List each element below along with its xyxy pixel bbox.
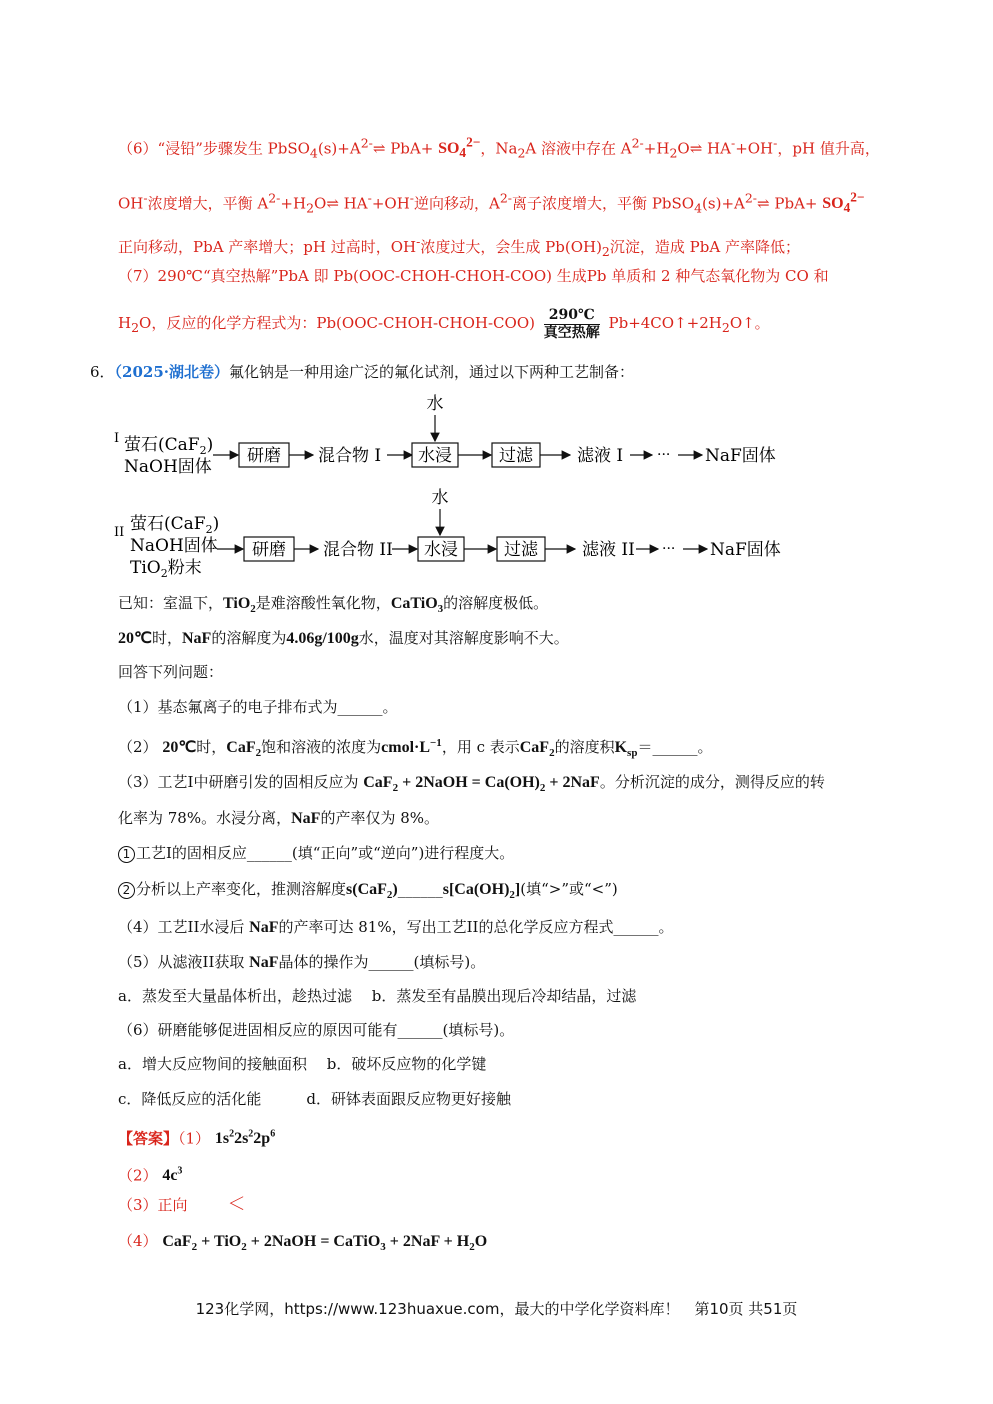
flow1-filtrate: 滤液 I (577, 446, 624, 466)
subq-5-options: a．蒸发至大量晶体析出，趁热过滤 b．蒸发至有晶膜出现后冷却结晶，过滤 (118, 987, 637, 1005)
answer-1: 【答案】（1） $1s^22s^22p^6$ (118, 1129, 276, 1148)
question-6-header: 6．（2025·湖北卷）氟化钠是一种用途广泛的氟化试剂，通过以下两种工艺制备： (90, 363, 635, 381)
subq-6-options-1: a．增大反应物间的接触面积 b．破坏反应物的化学键 (118, 1055, 487, 1073)
answer-2: （2） $4c^3$ (118, 1166, 183, 1185)
flow2-input1: 萤石(CaF$_2$) (130, 514, 220, 536)
flow1-input2: NaOH固体 (124, 457, 212, 477)
subq-3-part2: 2 分析以上产率变化，推测溶解度$s(CaF_2)\_\_\_\_\_\_s[Ca(OH)_2]$(填“>”或“<”) (118, 879, 618, 905)
flow2-product: NaF固体 (710, 540, 781, 560)
svg-text:···: ··· (662, 541, 676, 557)
subq-6-options-2: c．降低反应的活化能 d．研钵表面跟反应物更好接触 (118, 1090, 512, 1108)
page-footer: 123化学网，https://www.123huaxue.com，最大的中学化学资料库！ 第10页 共51页 (195, 1300, 798, 1318)
flow1-mixture: 混合物 I (318, 446, 382, 466)
reaction-condition: $\frac{290℃}{\text{真空热解}}$ (543, 306, 600, 341)
svg-text:研磨: 研磨 (247, 446, 281, 466)
flow2-mixture: 混合物 II (323, 540, 393, 560)
known-line1: 已知：室温下，TiO$_2$是难溶酸性氧化物，CaTiO$_3$的溶解度极低。 (118, 594, 549, 615)
answer-4: （4） CaF$_2$ + TiO$_2$ + 2NaOH = CaTiO$_3$ + $2NaF + H_2O$ (118, 1232, 488, 1254)
flow2-water: 水 (431, 488, 449, 508)
p6-line2: OH-浓度增大，平衡 $A^{2-}+H_2O\rightleftharpoons$ HA-+OH-逆向移动，$A^{2-}$离子浓度增大，平衡 $PbSO_4(s)+A^{2-}\rightleftharpoons$ $PbA+ SO_4^{2-}$ (118, 190, 865, 216)
subq-3-part1: 1 工艺I的固相反应______(填“正向”或“逆向”)进行程度大。 (118, 843, 514, 863)
circled-number: 2 (118, 882, 135, 899)
subq-1: （1）基态氟离子的电子排布式为______。 (118, 698, 398, 716)
subq-6: （6）研磨能够促进固相反应的原因可能有______(填标号)。 (118, 1021, 515, 1039)
answer-prompt: 回答下列问题： (118, 663, 224, 681)
p6-line1: （6）“浸铅”步骤发生 $PbSO_4(s)+A^{2-}\rightleftharpoons$ $PbA+ SO_4^{2-}$，$Na_2A$ 溶液中存在 $A^{2-}+H_2O\rightleftharpoons$ HA-+OH-，pH 值升高， (118, 135, 880, 161)
subq-2: （2） 20℃时，CaF$_2$饱和溶液的浓度为$cmol\cdot L^{-1}$，用 c 表示CaF$_2$的溶度积$K_{sp}=\_\_\_\_\_\_$。 (118, 737, 713, 759)
flow1-roman: I (114, 431, 120, 446)
flow2-input3: TiO$_2$粉末 (130, 558, 202, 580)
svg-text:过滤: 过滤 (504, 540, 538, 560)
answer-3: （3）正向 ＜ (118, 1194, 246, 1215)
svg-text:···: ··· (657, 447, 671, 463)
flow1-water: 水 (426, 394, 444, 414)
p7-line2: $H_2O$，反应的化学方程式为：Pb(OOC-CHOH-CHOH-COO) $\frac{290℃}{\text{真空热解}}$ $Pb+4CO↑+2H_2O↑$。 (118, 306, 770, 341)
flow1-input1: 萤石(CaF$_2$) (124, 435, 214, 457)
svg-text:水浸: 水浸 (418, 446, 452, 466)
flow1-product: NaF固体 (705, 446, 776, 466)
p7-line1: （7）290℃“真空热解”PbA 即 Pb(OOC-CHOH-CHOH-COO) 生成Pb 单质和 2 种气态氧化物为 CO 和 (118, 267, 829, 285)
p6-line3: 正向移动，PbA 产率增大；pH 过高时，OH-浓度过大，会生成 $Pb(OH)_2$沉淀，造成 PbA 产率降低； (118, 234, 800, 259)
svg-text:水浸: 水浸 (424, 540, 458, 560)
known-line2: 20℃时，NaF的溶解度为4.06g/100g水，温度对其溶解度影响不大。 (118, 629, 569, 647)
source-tag: （2025·湖北卷） (114, 363, 230, 381)
subq-4: （4）工艺II水浸后 NaF的产率可达 81%，写出工艺II的总化学反应方程式______。 (118, 918, 674, 936)
svg-text:过滤: 过滤 (499, 446, 533, 466)
subq-3-line2: 化率为 78%。水浸分离，NaF的产率仅为 8%。 (118, 809, 440, 827)
process-flow-diagram (0, 385, 993, 585)
flow2-filtrate: 滤液 II (582, 540, 635, 560)
answer-tag: 【答案】 (118, 1129, 179, 1148)
flow2-roman: II (114, 525, 125, 540)
circled-number: 1 (118, 846, 135, 863)
subq-5: （5）从滤液II获取 NaF晶体的操作为______(填标号)。 (118, 953, 486, 971)
flow2-input2: NaOH固体 (130, 536, 218, 556)
svg-text:研磨: 研磨 (252, 540, 286, 560)
subq-3-line1: （3）工艺I中研磨引发的固相反应为 CaF$_2$ + 2NaOH = $Ca(OH)_2 + 2NaF$。分析沉淀的成分，测得反应的转 (118, 773, 825, 794)
